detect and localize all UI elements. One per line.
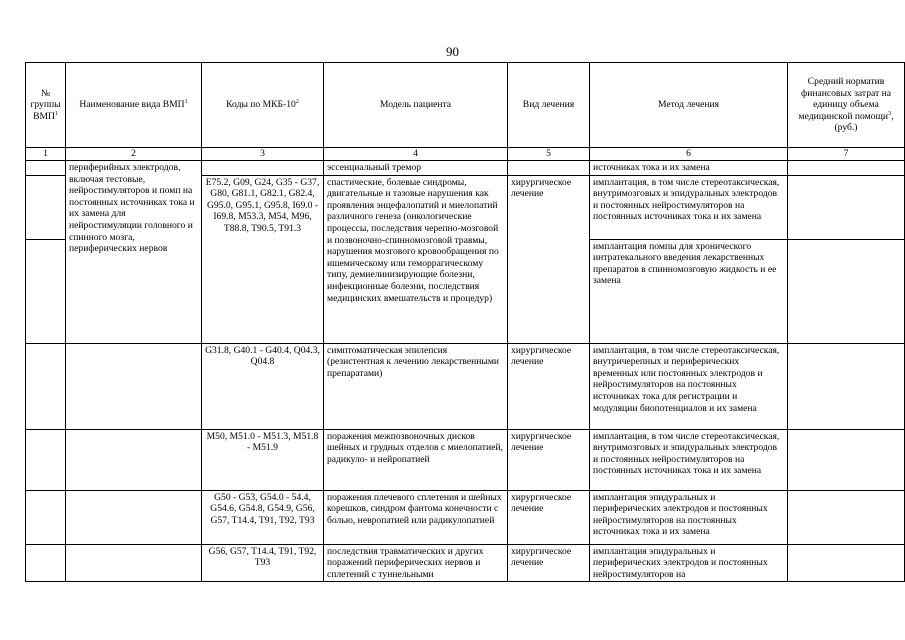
header-vmp-name: Наименование вида ВМП$^1$: [66, 63, 202, 148]
method-cell: имплантация эпидуральных и периферических электродов и постоянных нейростимуляторов на постоянных источниках тока и их замена: [590, 490, 788, 544]
cost-cell: [788, 161, 905, 176]
vmp-name-cell: [66, 429, 202, 490]
column-number: 3: [202, 148, 324, 161]
treatment-cell: хирургическое лечение: [508, 429, 590, 490]
table-row: [26, 343, 905, 429]
header-patient-model: Модель пациента: [324, 63, 508, 148]
method-cell: имплантация помпы для хронического интратекального введения лекарственных препаратов в спинномозговую жидкость и ее замена: [590, 239, 788, 343]
treatment-cell: хирургическое лечение: [508, 490, 590, 544]
header-row: [26, 63, 905, 148]
group-cell: [26, 343, 66, 429]
header-group-number: № группы ВМП$^1$: [26, 63, 66, 148]
table-row: [26, 490, 905, 544]
column-number: 5: [508, 148, 590, 161]
vmp-name-cell: [66, 490, 202, 544]
page-number: 90: [446, 44, 459, 59]
treatment-cell: хирургическое лечение: [508, 343, 590, 429]
treatment-cell: [508, 161, 590, 176]
method-cell: имплантация, в том числе стереотаксическая, внутримозговых и эпидуральных электродов и постоянных нейростимуляторов на постоянных источниках тока и их замена: [590, 429, 788, 490]
method-cell: источниках тока и их замена: [590, 161, 788, 176]
column-number: 1: [26, 148, 66, 161]
codes-cell: E75.2, G09, G24, G35 - G37, G80, G81.1, G82.1, G82.4, G95.0, G95.1, G95.8, I69.0 - I69.8, M53.3, M54, M96, T88.8, T90.5, T91.3: [202, 175, 324, 343]
codes-cell: [202, 161, 324, 176]
cost-cell: [788, 239, 905, 343]
cost-cell: [788, 490, 905, 544]
treatment-cell: хирургическое лечение: [508, 544, 590, 582]
column-number: 2: [66, 148, 202, 161]
vmp-name-cell: периферийных электродов, включая тестовые, нейростимуляторов и помп на постоянных источниках тока и их замена для нейростимуляции головного и спинного мозга, периферических нервов: [66, 161, 202, 344]
treatment-cell: хирургическое лечение: [508, 175, 590, 343]
method-cell: имплантация, в том числе стереотаксическая, внутримозговых и эпидуральных электродов и постоянных нейростимуляторов на постоянных источниках тока и их замена: [590, 175, 788, 239]
vmp-name-cell: [66, 343, 202, 429]
column-number: 4: [324, 148, 508, 161]
header-icd-codes: Коды по МКБ-$10^2$: [202, 63, 324, 148]
model-cell: поражения плечевого сплетения и шейных корешков, синдром фантома конечности с болью, невропатией или радикулопатией: [324, 490, 508, 544]
header-cost-norm: Средний норматив финансовых затрат на единицу объема медицинской помощи$^3$, (руб.): [788, 63, 905, 148]
table-row: [26, 161, 905, 176]
vmp-table: [25, 62, 905, 582]
column-number: 6: [590, 148, 788, 161]
model-cell: эссенциальный тремор: [324, 161, 508, 176]
cost-cell: [788, 429, 905, 490]
method-cell: имплантация эпидуральных и периферических электродов и постоянных нейростимуляторов на: [590, 544, 788, 582]
model-cell: последствия травматических и других поражений периферических нервов и сплетений с туннельными: [324, 544, 508, 582]
model-cell: поражения межпозвоночных дисков шейных и грудных отделов с миелопатией, радикуло- и нейропатией: [324, 429, 508, 490]
vmp-name-cell: [66, 544, 202, 582]
header-treatment-type: Вид лечения: [508, 63, 590, 148]
codes-cell: G31.8, G40.1 - G40.4, Q04.3, Q04.8: [202, 343, 324, 429]
cost-cell: [788, 343, 905, 429]
group-cell: [26, 161, 66, 176]
table-row: [26, 429, 905, 490]
method-cell: имплантация, в том числе стереотаксическая, внутричерепных и периферических временных или постоянных электродов и нейростимуляторов на постоянных источниках тока для регистрации и модуляции биопотенциалов и их замена: [590, 343, 788, 429]
group-cell: [26, 429, 66, 490]
group-cell: [26, 544, 66, 582]
table-row: [26, 544, 905, 582]
column-number-row: [26, 148, 905, 161]
group-cell: [26, 239, 66, 343]
header-treatment-method: Метод лечения: [590, 63, 788, 148]
cost-cell: [788, 544, 905, 582]
cost-cell: [788, 175, 905, 239]
column-number: 7: [788, 148, 905, 161]
codes-cell: G56, G57, T14.4, T91, T92, T93: [202, 544, 324, 582]
model-cell: симптоматическая эпилепсия (резистентная к лечению лекарственными препаратами): [324, 343, 508, 429]
codes-cell: M50, M51.0 - M51.3, M51.8 - M51.9: [202, 429, 324, 490]
group-cell: [26, 175, 66, 239]
codes-cell: G50 - G53, G54.0 - 54.4, G54.6, G54.8, G54.9, G56, G57, T14.4, T91, T92, T93: [202, 490, 324, 544]
group-cell: [26, 490, 66, 544]
model-cell: спастические, болевые синдромы, двигательные и тазовые нарушения как проявления энцефалопатий и миелопатий различного генеза (онкологические процессы, последствия черепно-мозговой и позвоночно-спинномозговой травмы, нарушения мозгового кровообращения по ишемическому или геморрагическому типу, демиелинизирующие болезни, инфекционные болезни, последствия медицинских вмешательств и процедур): [324, 175, 508, 343]
